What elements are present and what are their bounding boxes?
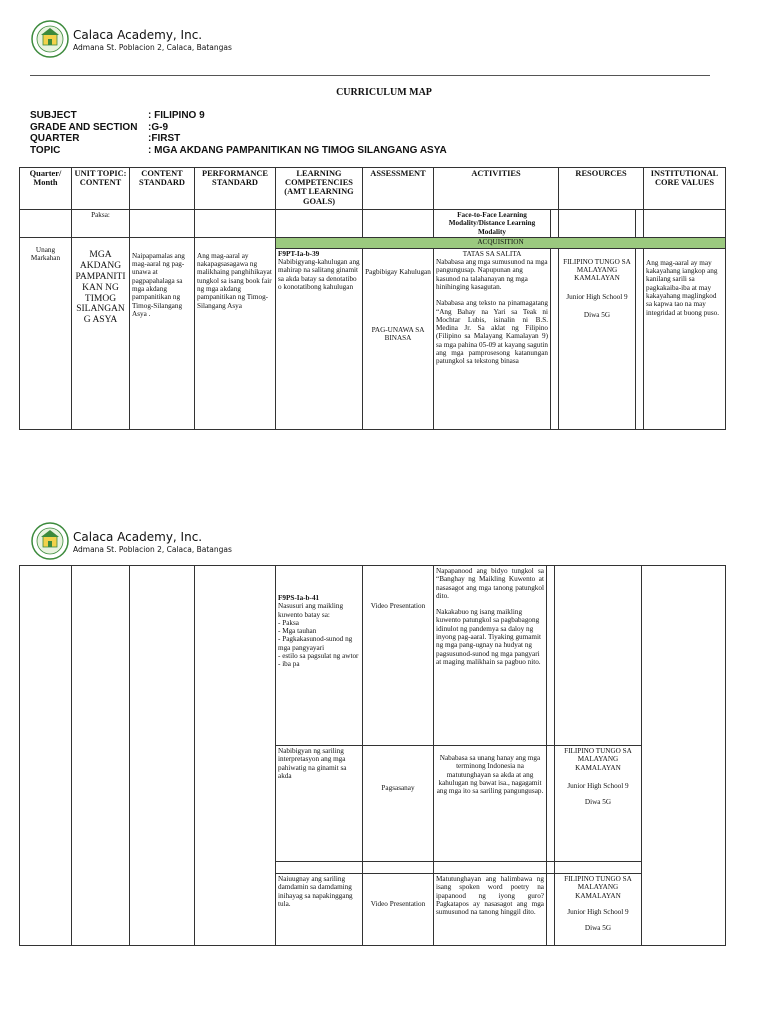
col-quarter: Quarter/ Month <box>20 168 72 210</box>
col-performance-standard: PERFORMANCE STANDARD <box>195 168 276 210</box>
assessment-cell: Pagsasanay <box>363 746 434 862</box>
col-core-values: INSTITUTIONAL CORE VALUES <box>644 168 726 210</box>
cell-empty <box>547 862 555 874</box>
cell-empty <box>195 566 276 946</box>
resource-level: Junior High School 9 <box>567 781 629 790</box>
cell-empty <box>547 566 555 746</box>
curriculum-table-page1 <box>19 167 726 430</box>
resource-publisher: Diwa 5G <box>583 310 611 319</box>
meta-value: : FILIPINO 9 <box>148 110 205 121</box>
activity-cell: Matutunghayan ang halimbawa ng isang spoken word poetry na ipapanood ng iyong guro? Pagkatapos ay nasasagot ang mga sumusunod na tanong hinggil dito. <box>434 874 547 946</box>
cell-empty <box>555 566 642 746</box>
meta-topic <box>30 145 447 157</box>
curriculum-table-page2 <box>19 565 726 946</box>
col-competencies: LEARNING COMPETENCIES (AMT LEARNING GOALS) <box>276 168 363 210</box>
cell-empty <box>276 210 363 238</box>
cell-empty <box>72 566 130 946</box>
competency-cell <box>276 566 363 746</box>
activity-cell: Nababasa sa unang hanay ang mga terminong Indonesia na matutunghayan sa akda at ang kahulugan ng bawat isa., nagagamit ang mga ito sa sariling pangungusap. <box>434 746 547 862</box>
meta-quarter <box>30 133 447 145</box>
competency-list-item: - Mga tauhan <box>278 627 317 636</box>
content-standard-text: Naipapamalas ang mag-aaral ng pag-unawa at pagpapahalaga sa mga akdang pampanitikan ng Timog-Silangang Asya . <box>130 237 195 429</box>
col-unit: UNIT TOPIC: CONTENT <box>72 168 130 210</box>
competency-code: F9PT-Ia-b-39 <box>278 249 320 258</box>
performance-standard-text: Ang mag-aaral ay nakapagsasagawa ng malikhaing panghihikayat tungkol sa isang book fair ng mga akdang pampanitikan ng Timog-Silangang Asya <box>195 237 276 429</box>
meta-label: TOPIC <box>30 144 61 156</box>
activity-text-2: Nababasa ang teksto na pinamagatang “Ang Bahay na Yari sa Teak ni Mochtar Lubis, isinalin ni B.S. Medina Jr. Sa aklat ng Filipino (Filipino sa Malayang Kamalayan 9) sa mga pahina 05-09 at kayang sagutin ang mga pamprosesong katanungan patungkol sa tekstong binasa <box>436 299 548 366</box>
competency-list-item: - Pagkakasunod-sunod ng mga pangyayari <box>278 635 353 652</box>
resource-title: FILIPINO TUNGO SA MALAYANG KAMALAYAN <box>564 875 632 900</box>
resource-publisher: Diwa 5G <box>584 924 612 933</box>
document-title: CURRICULUM MAP <box>336 87 432 98</box>
assessment-item: Pagbibigay Kahulugan <box>365 267 431 276</box>
col-assessment: ASSESSMENT <box>363 168 434 210</box>
meta-subject <box>30 110 447 122</box>
cell-empty <box>434 862 547 874</box>
competency-text: Nasusuri ang maikling kuwento batay sa: <box>278 602 344 619</box>
meta-value: :G-9 <box>148 121 168 133</box>
cell-empty <box>20 566 72 946</box>
competency-list-item: - iba pa <box>278 660 300 669</box>
modality-label: Face-to-Face Learning Modality/Distance Learning Modality <box>434 210 551 238</box>
activity-cell <box>434 248 551 429</box>
quarter-value: Unang Markahan <box>20 237 72 429</box>
cell-empty <box>276 862 363 874</box>
resource-level: Junior High School 9 <box>566 292 628 301</box>
competency-cell: Nabibigyan ng sariling interpretasyon ang mga pahiwatig na ginamit sa akda <box>276 746 363 862</box>
meta-label: SUBJECT <box>30 110 77 121</box>
assessment-cell <box>363 248 434 429</box>
academy-logo-icon <box>31 20 69 58</box>
competency-code: F9PS-Ia-b-41 <box>278 594 320 602</box>
cell-empty <box>559 210 636 238</box>
org-address: Admana St. Poblacion 2, Calaca, Batangas <box>73 545 232 554</box>
activity-title: TATAS SA SALITA <box>462 249 522 258</box>
col-activities: ACTIVITIES <box>434 168 559 210</box>
competency-cell: Naiuugnay ang sariling damdamin sa damdaming inihayag sa napakinggang tula. <box>276 874 363 946</box>
unit-topic: MGA AKDANG PAMPANITI KAN NG TIMOG SILANGAN G ASYA <box>72 237 130 429</box>
competency-text: Nabibigyang-kahulugan ang mahirap na salitang ginamit sa akda batay sa denotatibo o konotatibong kahulugan <box>278 258 360 291</box>
activity-text-2: Nakakabuo ng isang maikling kuwento patungkol sa pagbabagong idinulot ng pandemya sa daloy ng inyong pag-aaral. Tiyaking gumamit ng mga pang-ugnay na hudyat ng pagsusunod-sunod ng mga pangyari at maging malikhain sa pagbuo nito. <box>436 608 542 666</box>
activity-cell <box>434 566 547 746</box>
cell-empty <box>195 210 276 238</box>
activity-text: Nababasa ang mga sumusunod na mga pangungusap. Napupunan ang kasunod na talahanayan ng mga hinihinging kasagutan. <box>436 258 548 291</box>
col-content-standard: CONTENT STANDARD <box>130 168 195 210</box>
cell-empty <box>130 566 195 946</box>
cell-empty <box>547 746 555 862</box>
org-name: Calaca Academy, Inc. <box>73 530 203 544</box>
resource-publisher: Diwa 5G <box>584 798 612 807</box>
cell-empty <box>547 874 555 946</box>
activity-text: Napapanood ang bidyo tungkol sa “Banghay ng Maikling Kuwento at nasasagot ang mga tanong patungkol dito. <box>436 567 544 600</box>
competency-cell <box>276 248 363 429</box>
cell-empty <box>555 862 642 874</box>
competency-list-item: - Paksa <box>278 618 299 627</box>
cell-empty <box>644 210 726 238</box>
resource-title: FILIPINO TUNGO SA MALAYANG KAMALAYAN <box>563 257 631 283</box>
assessment-cell: Video Presentation <box>363 566 434 746</box>
meta-label: QUARTER <box>30 133 80 144</box>
meta-label: GRADE AND SECTION <box>30 121 138 133</box>
core-values-text: Ang mag-aaral ay may kakayahang iangkop ang kanilang sarili sa pagkakaiba-iba at may kakayahang maglingkod sa kapwa tao na may integridad at buong puso. <box>644 248 726 429</box>
cell-empty <box>636 248 644 429</box>
meta-grade <box>30 122 447 134</box>
assessment-cell: Video Presentation <box>363 874 434 946</box>
resources-cell <box>555 746 642 862</box>
cell-empty <box>363 210 434 238</box>
header-divider <box>30 75 710 76</box>
assessment-item: PAG-UNAWA SA BINASA <box>371 326 425 343</box>
resources-cell <box>559 248 636 429</box>
org-address: Admana St. Poblacion 2, Calaca, Batangas <box>73 43 232 52</box>
cell-empty <box>551 248 559 429</box>
resource-title: FILIPINO TUNGO SA MALAYANG KAMALAYAN <box>564 747 632 772</box>
acquisition-band: ACQUISITION <box>276 237 726 248</box>
resources-cell <box>555 874 642 946</box>
cell-empty <box>363 862 434 874</box>
cell-empty <box>20 210 72 238</box>
cell-empty <box>551 210 559 238</box>
competency-list-item: - estilo sa pagsulat ng awtor <box>278 651 359 660</box>
cell-empty <box>636 210 644 238</box>
col-resources: RESOURCES <box>559 168 644 210</box>
paksa-label: Paksa: <box>72 210 130 238</box>
cell-empty <box>130 210 195 238</box>
cell-empty <box>642 566 726 946</box>
org-name: Calaca Academy, Inc. <box>73 28 203 42</box>
resource-level: Junior High School 9 <box>567 907 629 916</box>
academy-logo-icon <box>31 522 69 560</box>
meta-value: :FIRST <box>148 133 181 144</box>
document-meta <box>30 110 447 156</box>
meta-value: : MGA AKDANG PAMPANITIKAN NG TIMOG SILANGANG ASYA <box>148 144 447 156</box>
